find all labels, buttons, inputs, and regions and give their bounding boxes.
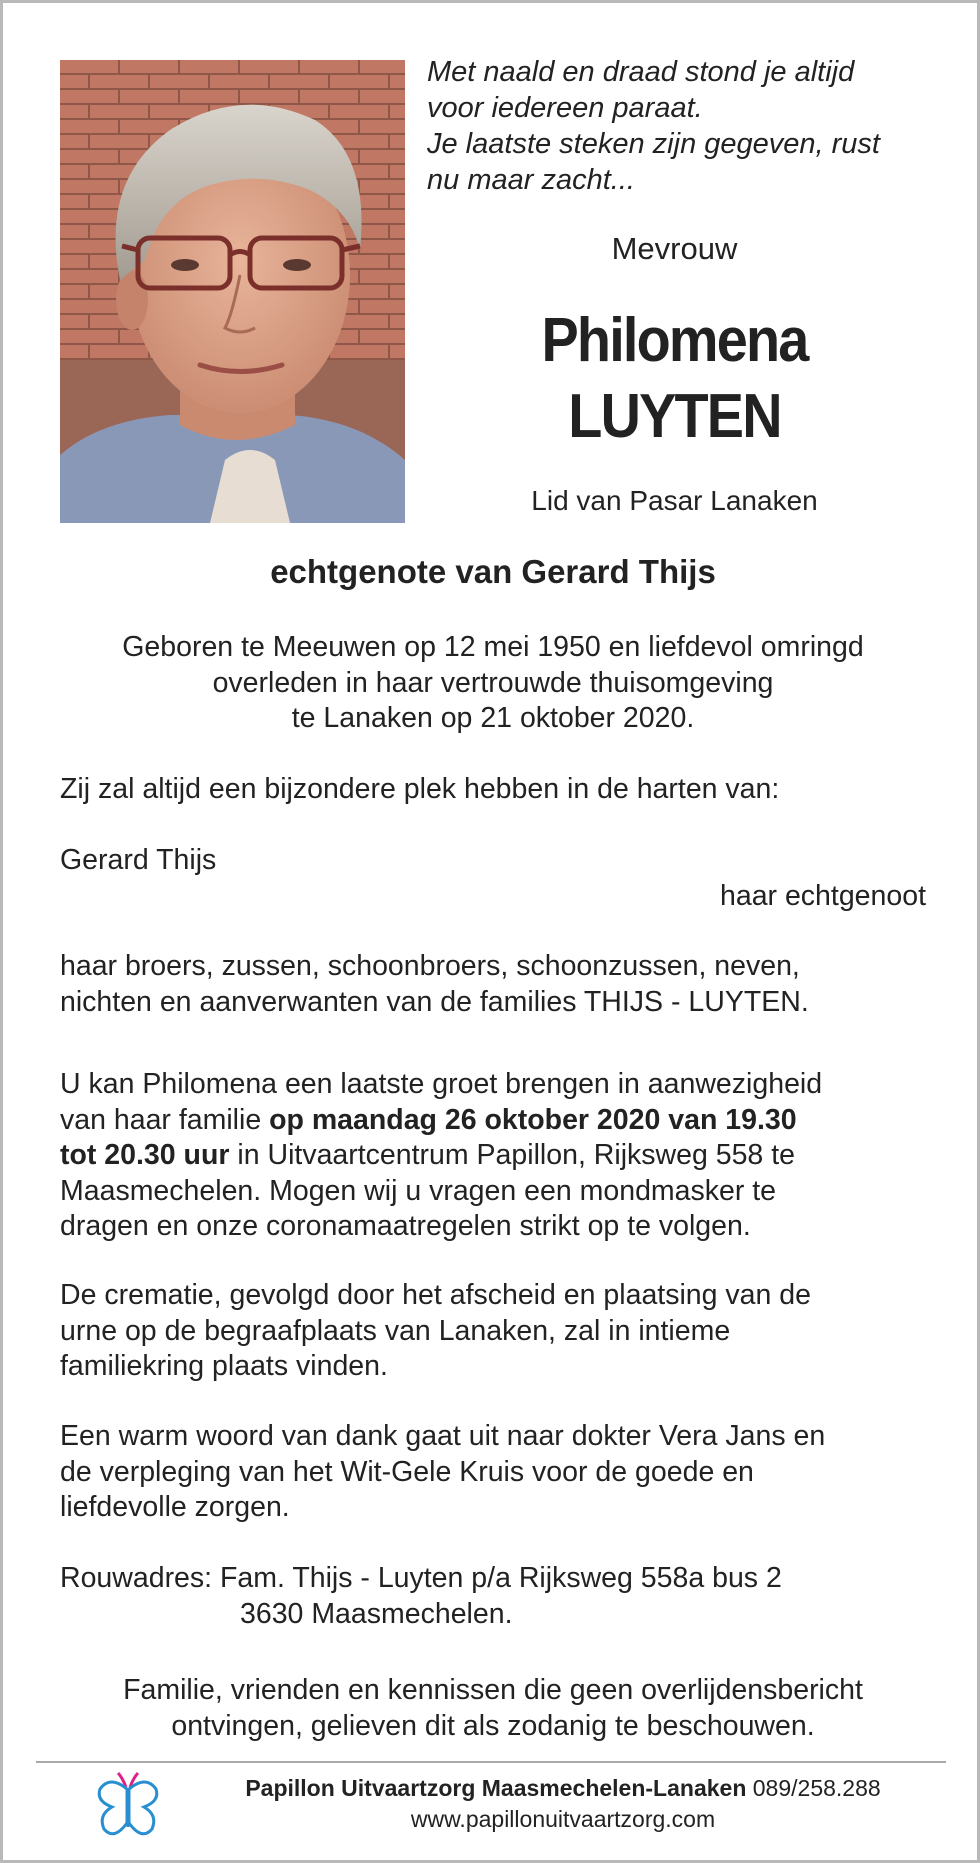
mourning-address [60, 1561, 940, 1632]
text-line: urne op de begraafplaats van Lanaken, zal in intieme [60, 1314, 731, 1347]
footer-divider [36, 1761, 946, 1763]
text-line: te Lanaken op 21 oktober 2020. [291, 702, 695, 734]
family-text [60, 949, 940, 1020]
last-name: LUYTEN [568, 382, 781, 451]
thanks-text [60, 1419, 940, 1526]
survivor-relation: haar echtgenoot [720, 880, 926, 912]
text-line: De crematie, gevolgd door het afscheid en plaatsing van de [60, 1279, 811, 1311]
text-line: overleden in haar vertrouwde thuisomgeving [212, 666, 774, 699]
visitation-date: op maandag 26 oktober 2020 van 19.30 [269, 1103, 797, 1136]
text-line: dragen en onze coronamaatregelen strikt op te volgen. [60, 1210, 751, 1242]
poem-line: Met naald en draad stond je altijd [427, 56, 855, 88]
text-line: Familie, vrienden en kennissen die geen overlijdensbericht [123, 1674, 863, 1706]
survivor-name: Gerard Thijs [60, 844, 217, 876]
text-line: Geboren te Meeuwen op 12 mei 1950 en liefdevol omringd [122, 631, 864, 663]
text-line: de verpleging van het Wit-Gele Kruis voor de goede en [60, 1455, 754, 1488]
poem-line: voor iedereen paraat. [427, 92, 703, 124]
honorific: Mevrouw [611, 231, 738, 266]
spouse-line: echtgenote van Gerard Thijs [270, 553, 716, 590]
notice-text [60, 1673, 926, 1744]
text-span: in Uitvaartcentrum Papillon, Rijksweg 558 te [229, 1139, 795, 1171]
text-line: U kan Philomena een laatste groet brengen in aanwezigheid [60, 1068, 823, 1100]
text-line: Maasmechelen. Mogen wij u vragen een mondmasker te [60, 1174, 777, 1207]
text-line: 3630 Maasmechelen. [240, 1597, 513, 1630]
birth-death-text [60, 630, 926, 737]
deceased-name [452, 303, 898, 455]
first-name: Philomena [541, 306, 808, 375]
company-website[interactable]: www.papillonuitvaartzorg.com [410, 1806, 716, 1832]
hearts-intro: Zij zal altijd een bijzondere plek hebben in de harten van: [60, 773, 780, 805]
text-line: ontvingen, gelieven dit als zodanig te beschouwen. [171, 1709, 815, 1742]
company-name: Papillon Uitvaartzorg Maasmechelen-Lanaken [245, 1775, 747, 1801]
cremation-text [60, 1278, 940, 1385]
poem [427, 54, 957, 198]
text-line: Rouwadres: Fam. Thijs - Luyten p/a Rijksweg 558a bus 2 [60, 1562, 782, 1594]
text-line [60, 1138, 940, 1174]
portrait-photo [60, 60, 405, 523]
poem-line: nu maar zacht... [427, 164, 635, 196]
text-line [60, 1103, 940, 1139]
text-line: familiekring plaats vinden. [60, 1350, 388, 1382]
text-line: Een warm woord van dank gaat uit naar dokter Vera Jans en [60, 1420, 826, 1452]
text-line: liefdevolle zorgen. [60, 1491, 290, 1523]
text-line: haar broers, zussen, schoonbroers, schoonzussen, neven, [60, 950, 800, 982]
text-span: van haar familie [60, 1103, 270, 1136]
butterfly-icon [90, 1765, 170, 1845]
membership: Lid van Pasar Lanaken [531, 485, 818, 516]
company-phone: 089/258.288 [746, 1775, 881, 1801]
poem-line: Je laatste steken zijn gegeven, rust [427, 128, 880, 160]
visitation-text [60, 1067, 940, 1245]
text-line: nichten en aanverwanten van de families THIJS - LUYTEN. [60, 985, 809, 1018]
footer-company-line [163, 1775, 963, 1802]
visitation-time: tot 20.30 uur [60, 1139, 230, 1171]
